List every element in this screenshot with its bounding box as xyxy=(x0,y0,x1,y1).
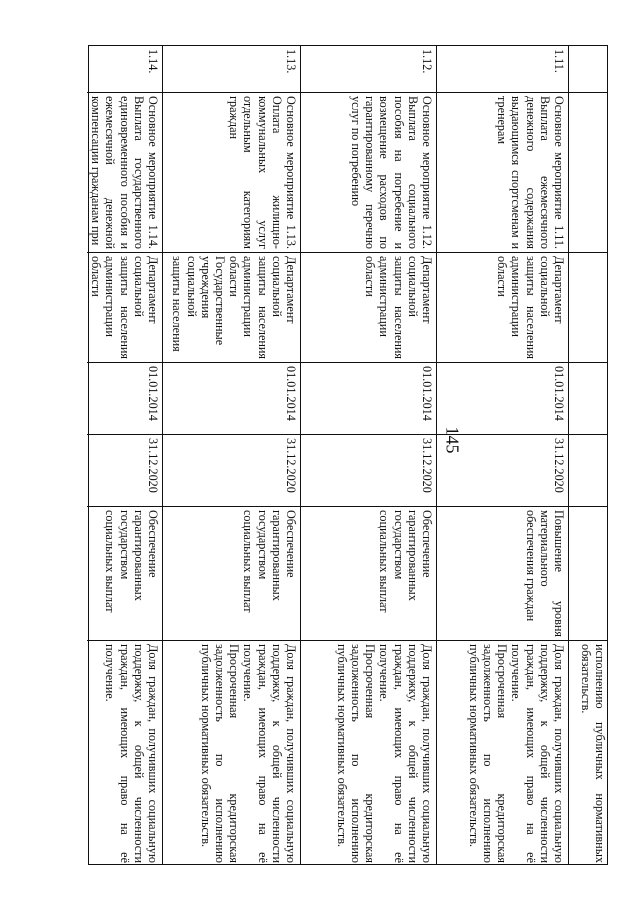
start-date-cell: 01.01.2014 xyxy=(301,362,436,434)
table-row-continuation xyxy=(569,46,607,864)
end-date-cell: 31.12.2020 xyxy=(87,434,162,506)
executor-cell: Департамент социальной защиты населения администрации области xyxy=(437,252,568,362)
indicator-text: Просроченная кредиторская задолженность по исполнению публичных нормативных обязательств. xyxy=(466,644,510,863)
result-cell: Обеспечение гарантированных государством социальных выплат xyxy=(301,506,436,640)
row-number: 1.14. xyxy=(146,49,160,74)
indicator-text: Просроченная кредиторская задолженность по исполнению публичных нормативных обязательств. xyxy=(198,644,242,863)
table-row xyxy=(87,46,163,864)
result-cell: Обеспечение гарантированных государством социальных выплат xyxy=(163,506,300,640)
end-date-cell: 31.12.2020 xyxy=(301,434,436,506)
row-number: 1.12. xyxy=(420,49,434,74)
table-row xyxy=(301,46,437,864)
executor-cell: Департамент социальной защиты населения администрации области xyxy=(87,252,162,362)
indicators-cell xyxy=(301,640,436,866)
event-cell: Основное мероприятие 1.14. Выплата государственного единовременного пособия и ежемесячной денежной компенсации гражданам при xyxy=(87,92,162,252)
start-date-cell: 01.01.2014 xyxy=(163,362,300,434)
program-events-table xyxy=(88,45,608,865)
row-number: 1.11. xyxy=(552,49,566,73)
start-date-cell: 01.01.2014 xyxy=(87,362,162,434)
event-cell: Основное мероприятие 1.13. Оплата жилищно-коммунальных услуг отдельным категориям граждан xyxy=(163,92,300,252)
event-cell: Основное мероприятие 1.11. Выплата ежемесячного денежного содержания выдающимся спортсменам и тренерам xyxy=(437,92,568,252)
table-row xyxy=(163,46,301,864)
end-date-cell: 31.12.2020 xyxy=(163,434,300,506)
indicator-text: исполнению публичных нормативных обязательств. xyxy=(578,644,607,863)
indicators-cell xyxy=(569,640,607,866)
indicators-cell xyxy=(87,640,162,866)
event-cell: Основное мероприятие 1.12. Выплата социального пособия на погребение и возмещение расходов по гарантированному перечню услуг по погребению xyxy=(301,92,436,252)
row-number: 1.13. xyxy=(284,49,298,74)
end-date-cell: 31.12.2020 xyxy=(437,434,568,506)
indicator-text: Доля граждан, получивших социальную поддержку, к общей численности граждан, имеющих право на её получение. xyxy=(509,644,566,863)
indicator-text: Просроченная кредиторская задолженность по исполнению публичных нормативных обязательств. xyxy=(334,644,378,863)
result-cell: Обеспечение гарантированных государством социальных выплат xyxy=(87,506,162,640)
table-row xyxy=(437,46,569,864)
result-cell: Повышение уровня материального обеспечения граждан xyxy=(437,506,568,640)
page-number: 145 xyxy=(442,426,463,454)
indicator-text: Доля граждан, получивших социальную поддержку, к общей численности граждан, имеющих право на её получение. xyxy=(103,644,160,863)
indicator-text: Доля граждан, получивших социальную поддержку, к общей численности граждан, имеющих право на её получение. xyxy=(377,644,434,863)
indicators-cell xyxy=(437,640,568,866)
executor-cell: Департамент социальной защиты населения администрации области Государственные учреждения социальной защиты населения xyxy=(163,252,300,362)
start-date-cell: 01.01.2014 xyxy=(437,362,568,434)
indicator-text: Доля граждан, получивших социальную поддержку, к общей численности граждан, имеющих право на её получение. xyxy=(241,644,298,863)
indicators-cell xyxy=(163,640,300,866)
executor-cell: Департамент социальной защиты населения администрации области xyxy=(301,252,436,362)
